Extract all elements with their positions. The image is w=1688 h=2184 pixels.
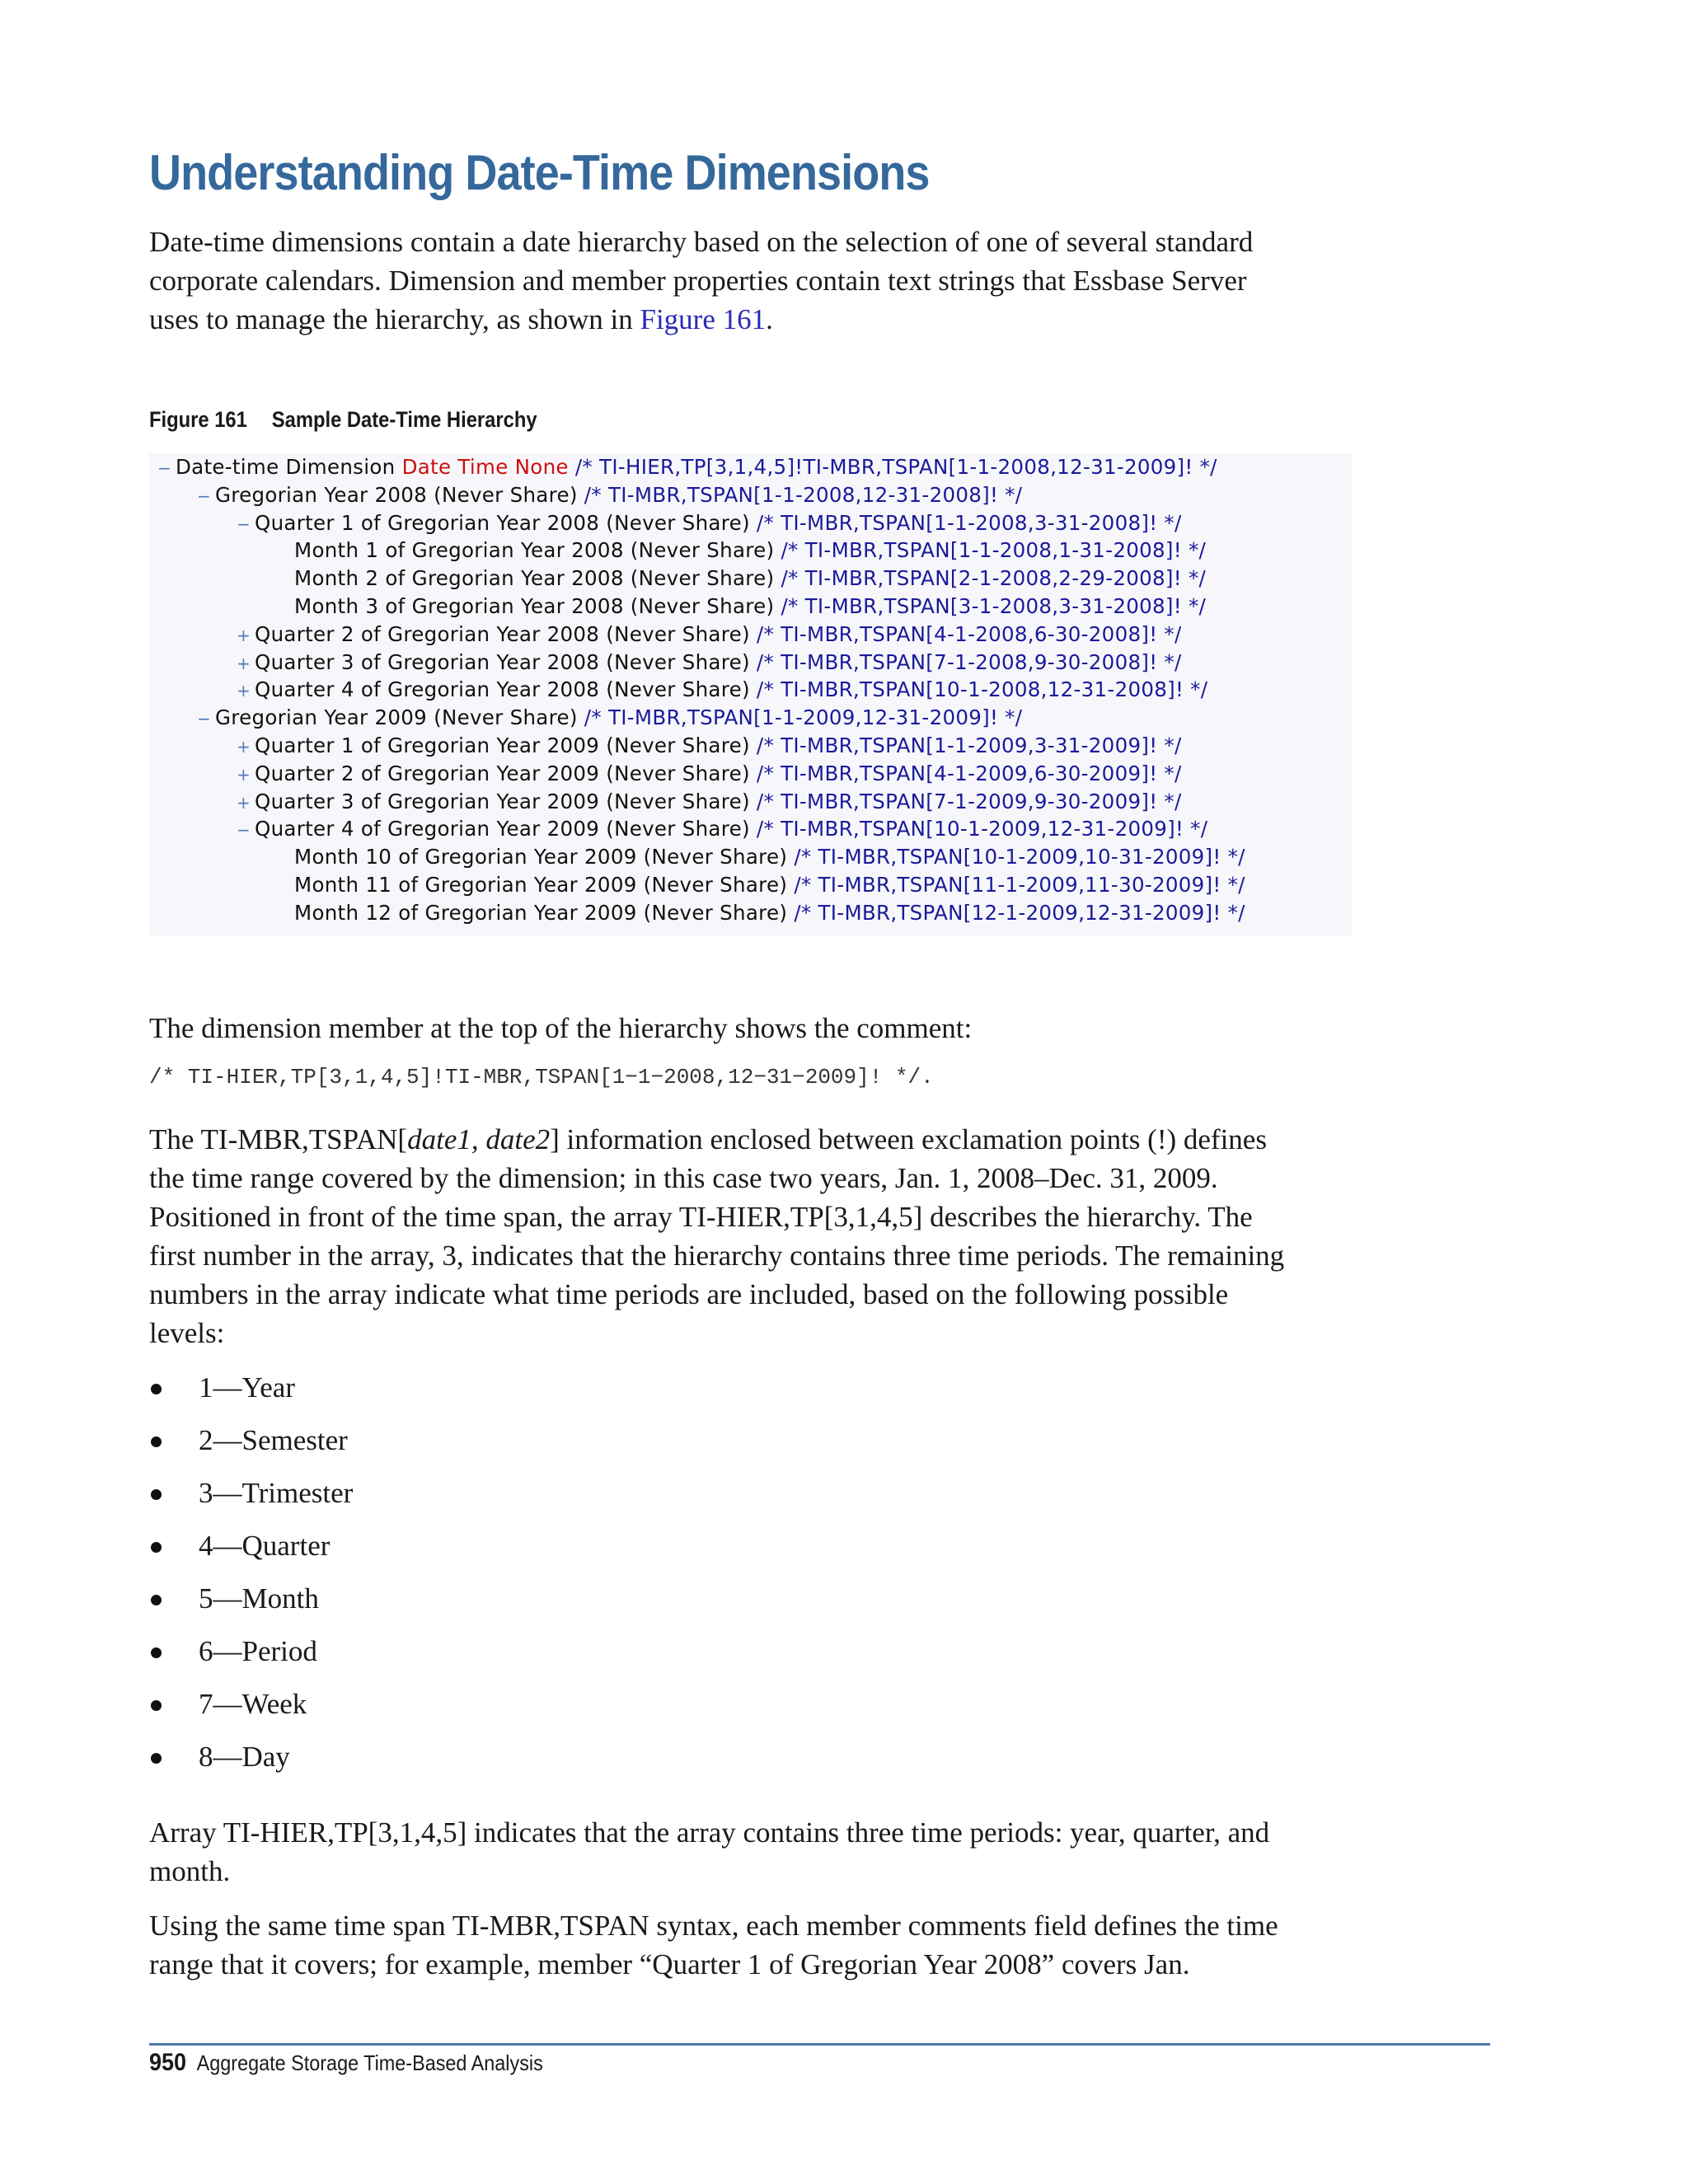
array-note: Array TI-HIER,TP[3,1,4,5] indicates that the array contains three time periods: year, quarter, and month. (149, 1816, 1270, 1887)
bullet-icon (151, 1489, 162, 1500)
explain-part-b: ] information enclosed between exclamation points (!) defines the time range covered by the dimension; in this case two years, Jan. 1, 2008–Dec. 31, 2009. Positioned in front of the time span, the array TI-HIER,TP[3,1,4,5] describes the hierarchy. The first number in the array, 3, indicates that the hierarchy contains three time periods. The remaining numbers in the array indicate what time periods are included, based on the following possible levels: (149, 1123, 1285, 1349)
tree-node-comment: /* TI-MBR,TSPAN[7-1-2009,9-30-2009]! */ (749, 789, 1182, 813)
tree-node[interactable] (276, 871, 1245, 899)
explain-part-a: The TI-MBR,TSPAN[ (149, 1123, 408, 1155)
collapse-icon[interactable]: − (237, 513, 251, 534)
footer (149, 2049, 543, 2077)
tree-node-comment: /* TI-MBR,TSPAN[11-1-2009,11-30-2009]! */ (787, 873, 1245, 897)
tree-node-comment: /* TI-MBR,TSPAN[1-1-2008,12-31-2008]! */ (577, 482, 1023, 507)
page-number: 950 (149, 2049, 187, 2076)
intro-text: Date-time dimensions contain a date hierarchy based on the selection of one of several standard corporate calendars. Dimension and member properties contain text strings that Essbase Server uses to manage the hierarchy, as shown in (149, 226, 1254, 335)
tree-node-comment: /* TI-MBR,TSPAN[7-1-2008,9-30-2008]! */ (749, 649, 1182, 674)
figure-caption (149, 407, 537, 433)
tree-node-label: Month 2 of Gregorian Year 2008 (Never Share) (294, 566, 775, 591)
figure-number: Figure 161 (149, 407, 247, 432)
tree-node[interactable] (197, 481, 1022, 509)
level-item (149, 1474, 353, 1526)
tree-node-comment: /* TI-MBR,TSPAN[1-1-2009,12-31-2009]! */ (577, 705, 1023, 730)
tree-node[interactable] (237, 815, 1207, 843)
tree-node[interactable] (276, 593, 1206, 621)
tree-node[interactable] (276, 537, 1206, 565)
intro-end: . (766, 303, 773, 335)
expand-icon[interactable]: + (237, 792, 251, 813)
tree-node[interactable] (237, 509, 1182, 537)
tree-node-comment: /* TI-MBR,TSPAN[2-1-2008,2-29-2008]! */ (774, 566, 1207, 591)
level-label: 1—Year (199, 1371, 295, 1404)
tree-node[interactable] (276, 565, 1206, 593)
level-label: 8—Day (199, 1741, 290, 1773)
tree-node[interactable] (197, 704, 1022, 732)
figure-title: Sample Date-Time Hierarchy (271, 407, 537, 432)
expand-icon[interactable]: + (237, 653, 251, 673)
tree-node-comment: /* TI-MBR,TSPAN[10-1-2008,12-31-2008]! */ (749, 677, 1208, 702)
expand-icon[interactable]: + (237, 737, 251, 757)
bullet-icon (151, 1384, 162, 1394)
expand-icon[interactable]: + (237, 681, 251, 701)
tree-node-property: Date Time None (401, 455, 569, 479)
bullet-icon (151, 1753, 162, 1764)
tree-node-comment: /* TI-MBR,TSPAN[1-1-2008,1-31-2008]! */ (774, 538, 1207, 563)
tree-node[interactable] (237, 732, 1182, 760)
tree-node-comment: /* TI-MBR,TSPAN[4-1-2008,6-30-2008]! */ (749, 621, 1182, 646)
tree-node[interactable] (237, 676, 1207, 704)
hierarchy-figure (149, 453, 1353, 935)
explanation-paragraph (149, 1120, 1303, 1352)
explain-dates: date1, date2 (407, 1123, 551, 1155)
tree-node-label: Quarter 1 of Gregorian Year 2008 (Never Share) (255, 510, 750, 535)
level-item (149, 1632, 353, 1685)
collapse-icon[interactable]: − (157, 458, 172, 478)
level-item (149, 1421, 353, 1474)
tree-node[interactable] (237, 649, 1182, 677)
using-note: Using the same time span TI-MBR,TSPAN syntax, each member comments field defines the time range that it covers; for example, member “Quarter 1 of Gregorian Year 2008” covers Jan. (149, 1910, 1278, 1980)
level-label: 4—Quarter (199, 1530, 331, 1562)
tree-node-label: Quarter 3 of Gregorian Year 2008 (Never Share) (255, 649, 750, 674)
bullet-icon (151, 1700, 162, 1711)
figure-161-link[interactable]: Figure 161 (640, 303, 767, 335)
level-item (149, 1526, 353, 1579)
tree-node-label: Quarter 2 of Gregorian Year 2009 (Never Share) (255, 761, 750, 785)
bullet-icon (151, 1542, 162, 1553)
tree-node-label: Month 11 of Gregorian Year 2009 (Never Share) (294, 873, 788, 897)
tree-node-label: Quarter 2 of Gregorian Year 2008 (Never Share) (255, 621, 750, 646)
tree-node-label: Month 10 of Gregorian Year 2009 (Never Share) (294, 845, 788, 869)
tree-node-label: Quarter 4 of Gregorian Year 2009 (Never Share) (255, 817, 750, 841)
tree-node-label: Month 1 of Gregorian Year 2008 (Never Share) (294, 538, 775, 563)
level-label: 5—Month (199, 1582, 319, 1615)
level-item (149, 1737, 353, 1790)
level-item (149, 1685, 353, 1737)
tree-node[interactable] (237, 788, 1182, 816)
collapse-icon[interactable]: − (237, 820, 251, 841)
level-label: 3—Trimester (199, 1477, 354, 1509)
expand-icon[interactable]: + (237, 764, 251, 785)
tree-node-label: Date-time Dimension (176, 455, 402, 479)
level-item (149, 1579, 353, 1632)
bullet-icon (151, 1436, 162, 1447)
top-comment-intro: The dimension member at the top of the hierarchy shows the comment: (149, 1012, 973, 1044)
footer-section: Aggregate Storage Time-Based Analysis (196, 2050, 543, 2075)
tree-node[interactable] (276, 899, 1245, 927)
level-label: 2—Semester (199, 1424, 348, 1456)
tree-node-label: Quarter 3 of Gregorian Year 2009 (Never Share) (255, 789, 750, 813)
tree-node-label: Quarter 4 of Gregorian Year 2008 (Never Share) (255, 677, 750, 702)
level-label: 7—Week (199, 1688, 307, 1720)
tree-node-comment: /* TI-HIER,TP[3,1,4,5]!TI-MBR,TSPAN[1-1-2008,12-31-2009]! */ (568, 455, 1217, 479)
tree-node[interactable] (237, 621, 1182, 649)
footer-rule (149, 2043, 1490, 2046)
tree-node-label: Quarter 1 of Gregorian Year 2009 (Never Share) (255, 733, 750, 757)
tree-node[interactable] (237, 760, 1182, 788)
tree-node-comment: /* TI-MBR,TSPAN[1-1-2008,3-31-2008]! */ (749, 510, 1182, 535)
page-title: Understanding Date-Time Dimensions (149, 145, 930, 200)
levels-list (149, 1368, 353, 1790)
tree-node[interactable] (276, 843, 1245, 871)
tree-node-comment: /* TI-MBR,TSPAN[10-1-2009,10-31-2009]! */ (787, 845, 1245, 869)
level-item (149, 1368, 353, 1421)
tree-node-comment: /* TI-MBR,TSPAN[3-1-2008,3-31-2008]! */ (774, 594, 1207, 618)
tree-node-comment: /* TI-MBR,TSPAN[1-1-2009,3-31-2009]! */ (749, 733, 1182, 757)
level-label: 6—Period (199, 1635, 317, 1667)
collapse-icon[interactable]: − (197, 709, 212, 729)
tree-node-comment: /* TI-MBR,TSPAN[12-1-2009,12-31-2009]! */ (787, 900, 1245, 925)
tree-node-comment: /* TI-MBR,TSPAN[4-1-2009,6-30-2009]! */ (749, 761, 1182, 785)
expand-icon[interactable]: + (237, 625, 251, 645)
top-comment-code: /* TI-HIER,TP[3,1,4,5]!TI-MBR,TSPAN[1−1−2008,12−31−2009]! */. (149, 1065, 934, 1090)
collapse-icon[interactable]: − (197, 485, 212, 506)
tree-node-label: Month 3 of Gregorian Year 2008 (Never Share) (294, 594, 775, 618)
tree-node-label: Gregorian Year 2008 (Never Share) (215, 482, 578, 507)
bullet-icon (151, 1595, 162, 1605)
tree-node-label: Month 12 of Gregorian Year 2009 (Never Share) (294, 900, 788, 925)
tree-node-label: Gregorian Year 2009 (Never Share) (215, 705, 578, 730)
bullet-icon (151, 1647, 162, 1658)
tree-node[interactable] (157, 453, 1217, 481)
tree-node-comment: /* TI-MBR,TSPAN[10-1-2009,12-31-2009]! */ (749, 817, 1208, 841)
intro-paragraph (149, 223, 1303, 339)
